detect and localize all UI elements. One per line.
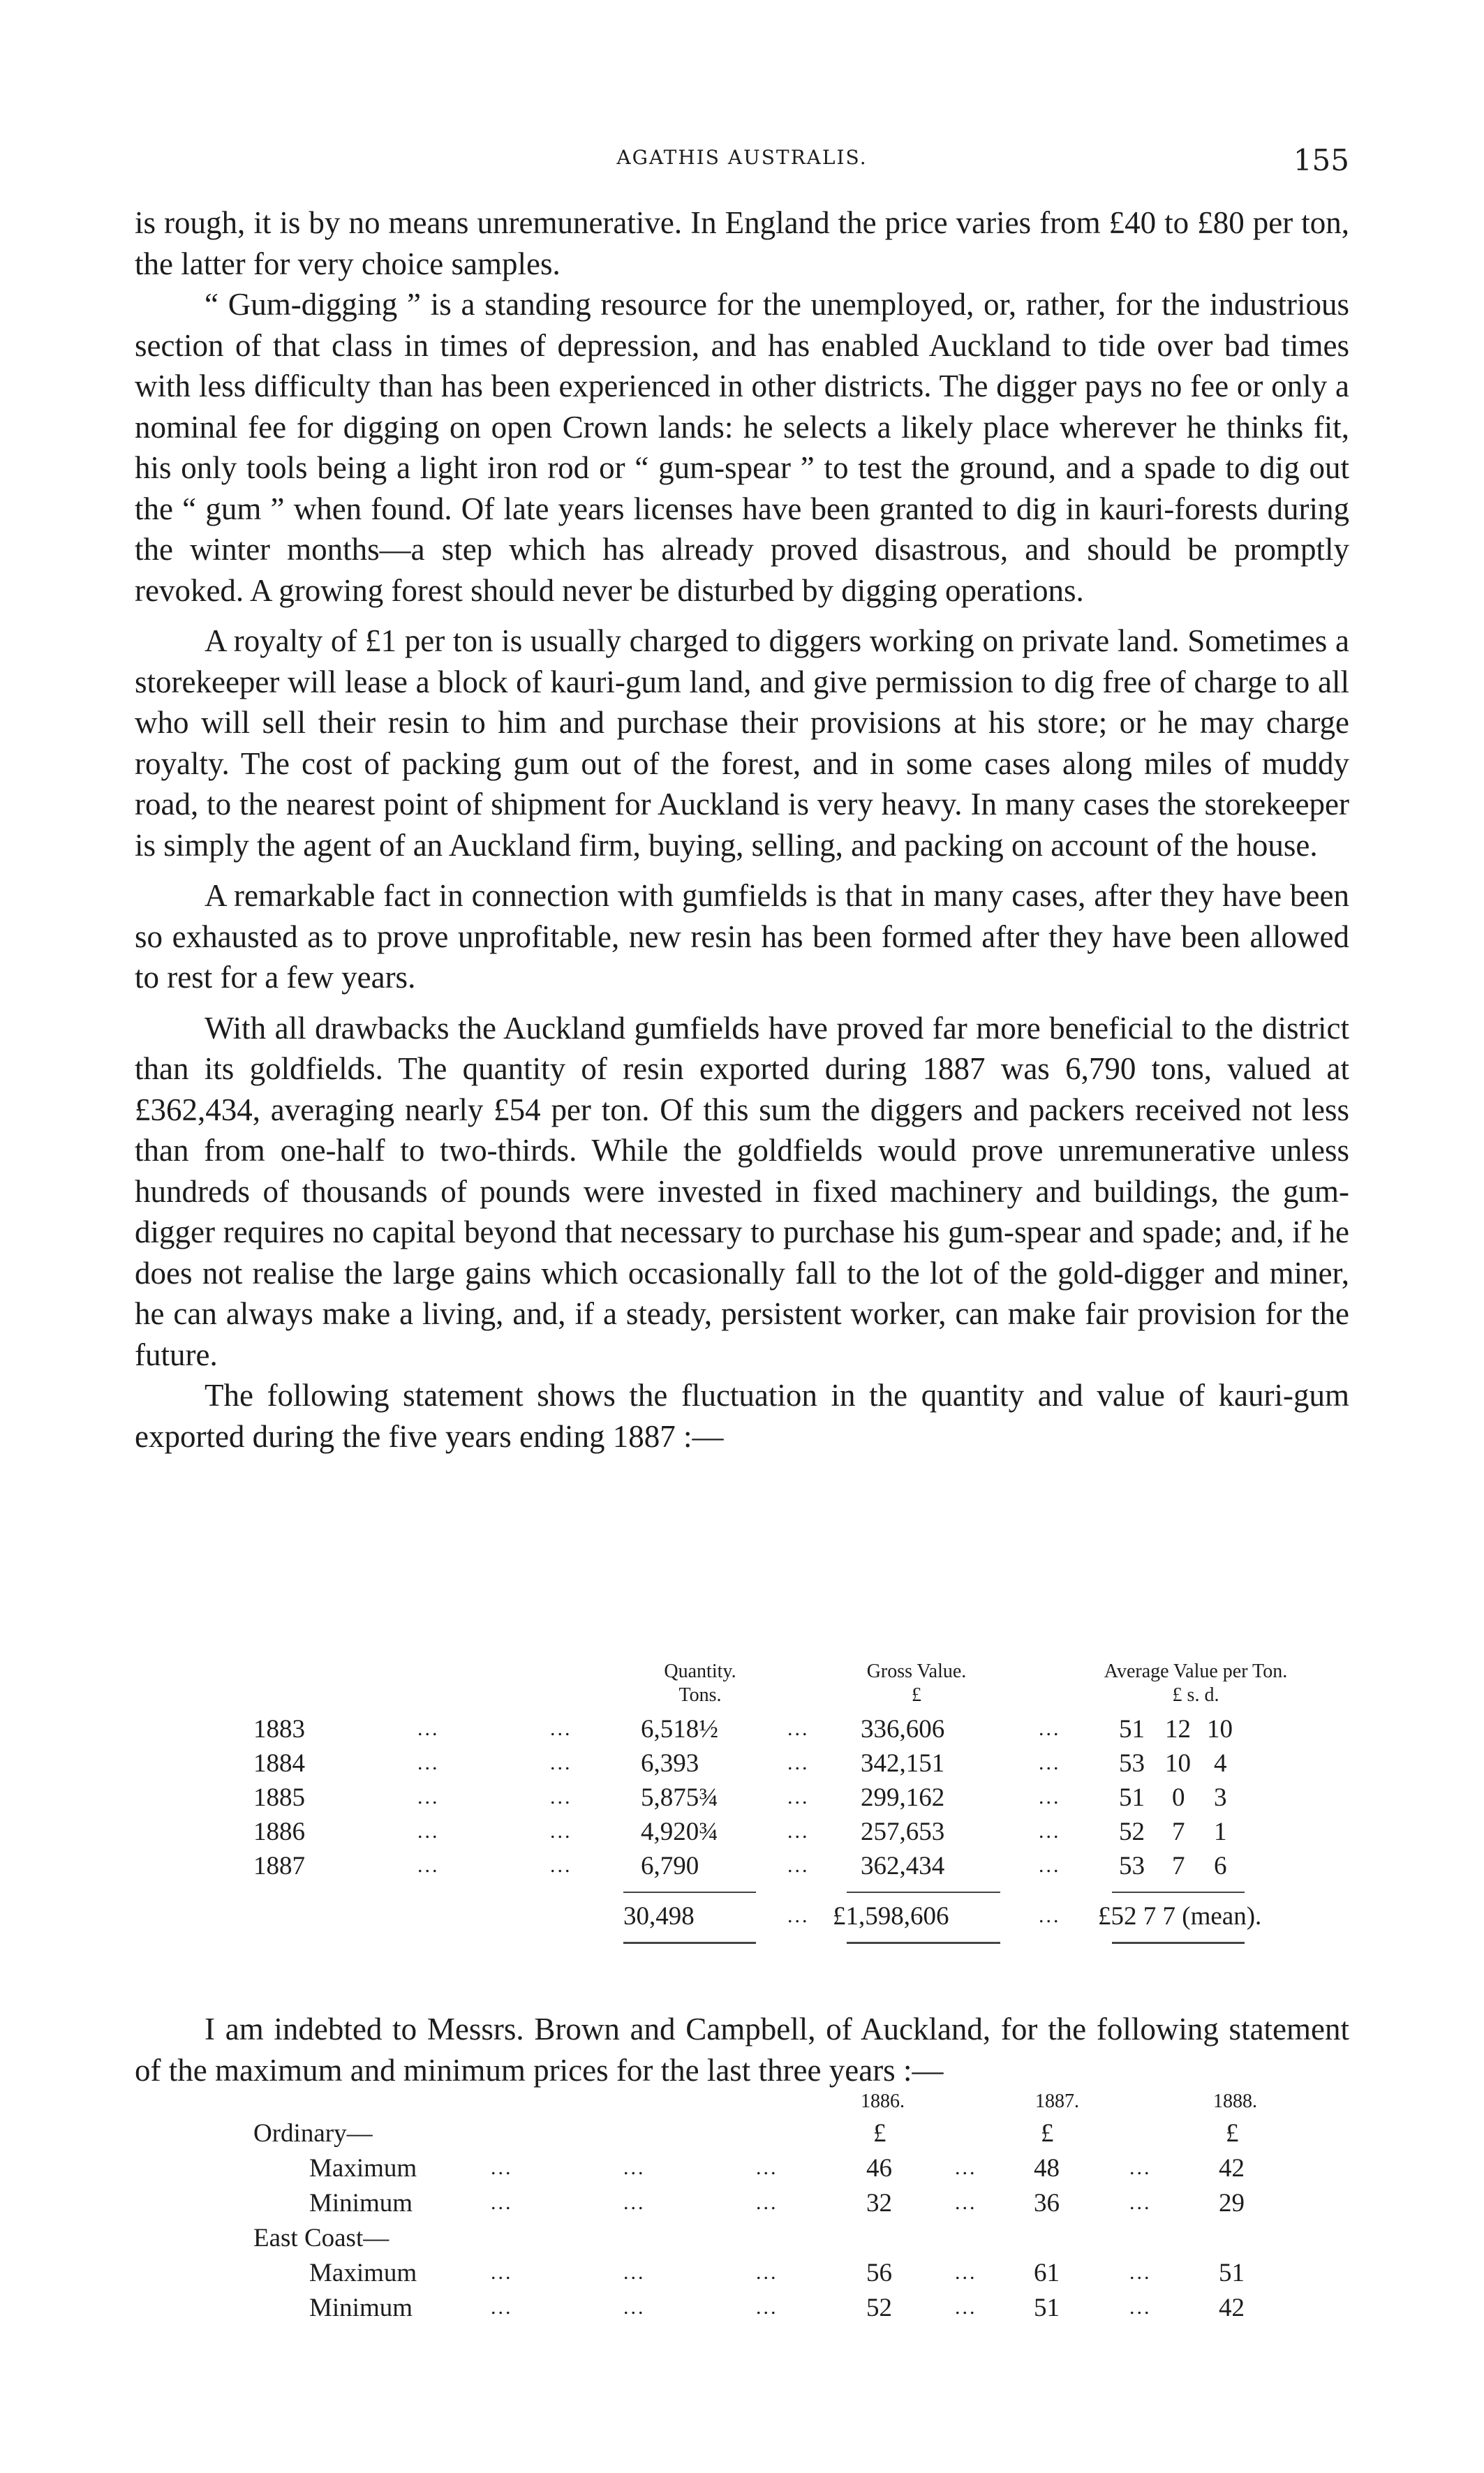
leader-dots: ... [787,1854,810,1877]
year-header: 1886. [861,2090,905,2112]
total-average: £52 7 7 (mean). [1098,1902,1262,1931]
unit-label: £ [1226,2119,1239,2148]
header-average [1049,1660,1342,1707]
leader-dots: ... [550,1785,572,1809]
leader-dots: ... [550,1717,572,1740]
row-shillings: 7 [1172,1818,1185,1846]
leader-dots: ... [1129,2156,1152,2179]
leader-dots: ... [550,1820,572,1843]
leader-dots: ... [756,2296,778,2319]
leader-dots: ... [1039,1854,1061,1877]
header-quantity [623,1660,777,1707]
row-tons: 6,393 [641,1749,699,1778]
row-pence: 3 [1214,1783,1227,1812]
price-table [135,2090,1349,2321]
leader-dots: ... [623,2156,646,2179]
double-rule [623,1942,756,1944]
leader-dots: ... [491,2296,513,2319]
leader-dots: ... [756,2261,778,2284]
leader-dots: ... [1039,1785,1061,1809]
leader-dots: ... [955,2156,977,2179]
paragraph: is rough, it is by no means unremunerative. In England the price varies from £40 to £80 per ton, the latter for very choice samples. [135,205,1349,281]
leader-dots: ... [787,1904,810,1927]
total-tons: 30,498 [623,1902,695,1931]
paragraph: With all drawbacks the Auckland gumfields have proved far more beneficial to the district than its goldfields. The quantity of resin exported during 1887 was 6,790 tons, valued at £362,434, averaging nearly £54 per ton. Of this sum the diggers and packers received not less than from one-half to two-thirds. While the goldfields would prove unremunerative unless hundreds of thousands of pounds were invested in fixed machinery and buildings, the gum-digger requires no capital beyond that necessary to purchase his gum-spear and spade; and, if he does not realise the large gains which occasionally fall to the lot of the gold-digger and miner, he can always make a living, and, if a steady, persistent worker, can make fair provision for the future. [135,1010,1349,1372]
row-gross: 362,434 [861,1852,945,1880]
group-label: East Coast— [253,2224,389,2252]
price-1887: 48 [1034,2154,1060,2183]
price-1888: 29 [1219,2189,1245,2218]
row-pence: 6 [1214,1852,1227,1880]
leader-dots: ... [1039,1820,1061,1843]
leader-dots: ... [756,2191,778,2214]
group-label: Ordinary— [253,2119,373,2148]
leader-dots: ... [491,2261,513,2284]
leader-dots: ... [955,2261,977,2284]
row-pounds: 53 [1119,1749,1145,1778]
paragraph: A royalty of £1 per ton is usually charged to diggers working on private land. Sometimes a storekeeper will lease a block of kauri-gum land, and give permission to dig free of charge to all who will sell their resin to him and purchase their provisions at his store; or he may charge royalty. The cost of packing gum out of the forest, and in some cases along miles of muddy road, to the nearest point of shipment for Auckland is very heavy. In many cases the storekeeper is simply the agent of an Auckland firm, buying, selling, and packing on account of the house. [135,623,1349,863]
running-title: AGATHIS AUSTRALIS. [616,146,868,169]
leader-dots: ... [1039,1717,1061,1740]
paragraph: “ Gum-digging ” is a standing resource for the unemployed, or, rather, for the industrious section of that class in times of depression, and has enabled Auckland to tide over bad times with less difficulty than has been experienced in other districts. The digger pays no fee or only a nominal fee for digging on open Crown lands: he selects a likely place wherever he thinks fit, his only tools being a light iron rod or “ gum-spear ” to test the ground, and a spade to dig out the “ gum ” when found. Of late years licenses have been granted to dig in kauri-forests during the winter months—a step which has already proved disastrous, and should be promptly revoked. A growing forest should never be disturbed by digging operations. [135,287,1349,608]
row-tons: 6,518½ [641,1715,718,1744]
row-gross: 257,653 [861,1818,945,1846]
header-average-label: Average Value per Ton. [1104,1661,1288,1682]
row-tons: 4,920¾ [641,1818,718,1846]
price-1887: 51 [1034,2294,1060,2322]
leader-dots: ... [955,2296,977,2319]
row-label: Minimum [309,2189,413,2218]
row-label: Maximum [309,2154,417,2183]
price-1888: 42 [1219,2294,1245,2322]
leader-dots: ... [623,2261,646,2284]
leader-dots: ... [756,2156,778,2179]
price-1886: 52 [866,2294,892,2322]
row-shillings: 7 [1172,1852,1185,1880]
leader-dots: ... [787,1751,810,1774]
unit-label: £ [873,2119,886,2148]
row-label: Minimum [309,2294,413,2322]
price-1887: 61 [1034,2259,1060,2287]
row-gross: 336,606 [861,1715,945,1744]
row-pence: 4 [1214,1749,1227,1778]
leader-dots: ... [550,1854,572,1877]
price-1886: 56 [866,2259,892,2287]
row-gross: 342,151 [861,1749,945,1778]
unit-label: £ [1041,2119,1054,2148]
leader-dots: ... [491,2156,513,2179]
double-rule [1112,1942,1245,1944]
price-1886: 46 [866,2154,892,2183]
sum-rule [623,1892,756,1893]
export-table [135,1660,1349,1988]
leader-dots: ... [1039,1751,1061,1774]
row-pounds: 52 [1119,1818,1145,1846]
closing-text [135,2009,1349,2090]
sum-rule [1112,1892,1245,1893]
price-1887: 36 [1034,2189,1060,2218]
price-1886: 32 [866,2189,892,2218]
page-number: 155 [1293,143,1349,177]
price-1888: 42 [1219,2154,1245,2183]
paragraph: A remarkable fact in connection with gumfields is that in many cases, after they have been so exhausted as to prove unprofitable, new resin has been formed after they have been allowed to rest for a few years. [135,878,1349,995]
year-header: 1888. [1213,2090,1257,2112]
row-shillings: 12 [1165,1715,1191,1744]
body-text [135,202,1349,1457]
leader-dots: ... [955,2191,977,2214]
header-gross-unit: £ [912,1684,921,1706]
total-gross: £1,598,606 [833,1902,949,1931]
row-year: 1883 [253,1715,305,1744]
leader-dots: ... [417,1820,440,1843]
leader-dots: ... [417,1785,440,1809]
row-pounds: 53 [1119,1852,1145,1880]
leader-dots: ... [1039,1904,1061,1927]
running-head [135,143,1349,185]
row-year: 1886 [253,1818,305,1846]
row-label: Maximum [309,2259,417,2287]
leader-dots: ... [550,1751,572,1774]
leader-dots: ... [787,1820,810,1843]
row-pence: 10 [1207,1715,1233,1744]
row-year: 1885 [253,1783,305,1812]
double-rule [847,1942,1000,1944]
row-gross: 299,162 [861,1783,945,1812]
header-gross [833,1660,1000,1707]
leader-dots: ... [787,1717,810,1740]
leader-dots: ... [1129,2261,1152,2284]
leader-dots: ... [623,2191,646,2214]
leader-dots: ... [787,1785,810,1809]
row-pounds: 51 [1119,1783,1145,1812]
leader-dots: ... [623,2296,646,2319]
row-tons: 5,875¾ [641,1783,718,1812]
header-quantity-unit: Tons. [678,1684,722,1706]
header-gross-label: Gross Value. [866,1661,967,1682]
row-year: 1887 [253,1852,305,1880]
leader-dots: ... [491,2191,513,2214]
row-shillings: 10 [1165,1749,1191,1778]
header-average-unit: £ s. d. [1172,1684,1219,1706]
header-quantity-label: Quantity. [664,1661,736,1682]
leader-dots: ... [417,1751,440,1774]
leader-dots: ... [417,1854,440,1877]
row-pence: 1 [1214,1818,1227,1846]
row-tons: 6,790 [641,1852,699,1880]
paragraph: The following statement shows the fluctuation in the quantity and value of kauri-gum exported during the five years ending 1887 :— [135,1378,1349,1454]
row-shillings: 0 [1172,1783,1185,1812]
price-1888: 51 [1219,2259,1245,2287]
leader-dots: ... [1129,2296,1152,2319]
leader-dots: ... [1129,2191,1152,2214]
sum-rule [847,1892,1000,1893]
year-header: 1887. [1035,2090,1079,2112]
row-pounds: 51 [1119,1715,1145,1744]
paragraph: I am indebted to Messrs. Brown and Campbell, of Auckland, for the following statement of the maximum and minimum prices for the last three years :— [135,2012,1349,2088]
leader-dots: ... [417,1717,440,1740]
row-year: 1884 [253,1749,305,1778]
